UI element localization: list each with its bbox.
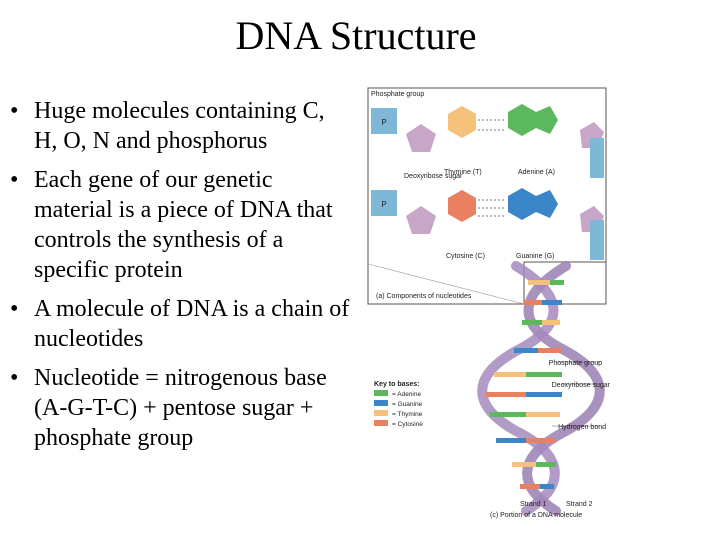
label-cytosine: Cytosine (C) bbox=[446, 253, 485, 260]
dna-diagram bbox=[366, 86, 612, 520]
dna-figure bbox=[366, 86, 612, 520]
bullet-item: • Nucleotide = nitrogenous base (A-G-T-C) + pentose sugar + phosphate group bbox=[10, 363, 350, 453]
phosphate-icon bbox=[590, 220, 604, 260]
key-guanine-swatch bbox=[374, 400, 388, 406]
key-cytosine: = Cytosine bbox=[392, 421, 423, 428]
bullet-item: • Huge molecules containing C, H, O, N and phosphorus bbox=[10, 96, 350, 156]
svg-text:P: P bbox=[381, 118, 387, 127]
label-deoxyribose-sugar: Deoxyribose sugar bbox=[404, 173, 463, 180]
label-strand-2: Strand 2 bbox=[566, 501, 593, 508]
key-adenine: = Adenine bbox=[392, 391, 422, 398]
caption-c: (c) Portion of a DNA molecule bbox=[490, 512, 583, 519]
label-deoxyribose-sugar-helix: Deoxyribose sugar bbox=[551, 382, 610, 389]
label-adenine: Adenine (A) bbox=[518, 169, 555, 176]
key-cytosine-swatch bbox=[374, 420, 388, 426]
key-adenine-swatch bbox=[374, 390, 388, 396]
label-thymine: Thymine (T) bbox=[444, 169, 482, 176]
bullet-list bbox=[10, 96, 350, 462]
label-strand-1: Strand 1 bbox=[520, 501, 547, 508]
bullet-item: • A molecule of DNA is a chain of nucleotides bbox=[10, 294, 350, 354]
phosphate-icon bbox=[590, 138, 604, 178]
key-thymine: = Thymine bbox=[392, 411, 423, 418]
caption-a: (a) Components of nucleotides bbox=[376, 293, 472, 300]
label-phosphate-group-helix: Phosphate group bbox=[548, 360, 602, 367]
slide-title: DNA Structure bbox=[235, 13, 477, 58]
bullet-item: • Each gene of our genetic material is a piece of DNA that controls the synthesis of a specific protein bbox=[10, 165, 350, 285]
key-thymine-swatch bbox=[374, 410, 388, 416]
label-hydrogen-bond: Hydrogen bond bbox=[558, 424, 606, 431]
key-title: Key to bases: bbox=[374, 381, 420, 388]
svg-text:P: P bbox=[381, 200, 387, 209]
label-phosphate-group: Phosphate group bbox=[371, 91, 425, 98]
key-guanine: = Guanine bbox=[392, 401, 423, 408]
label-guanine: Guanine (G) bbox=[516, 253, 555, 260]
